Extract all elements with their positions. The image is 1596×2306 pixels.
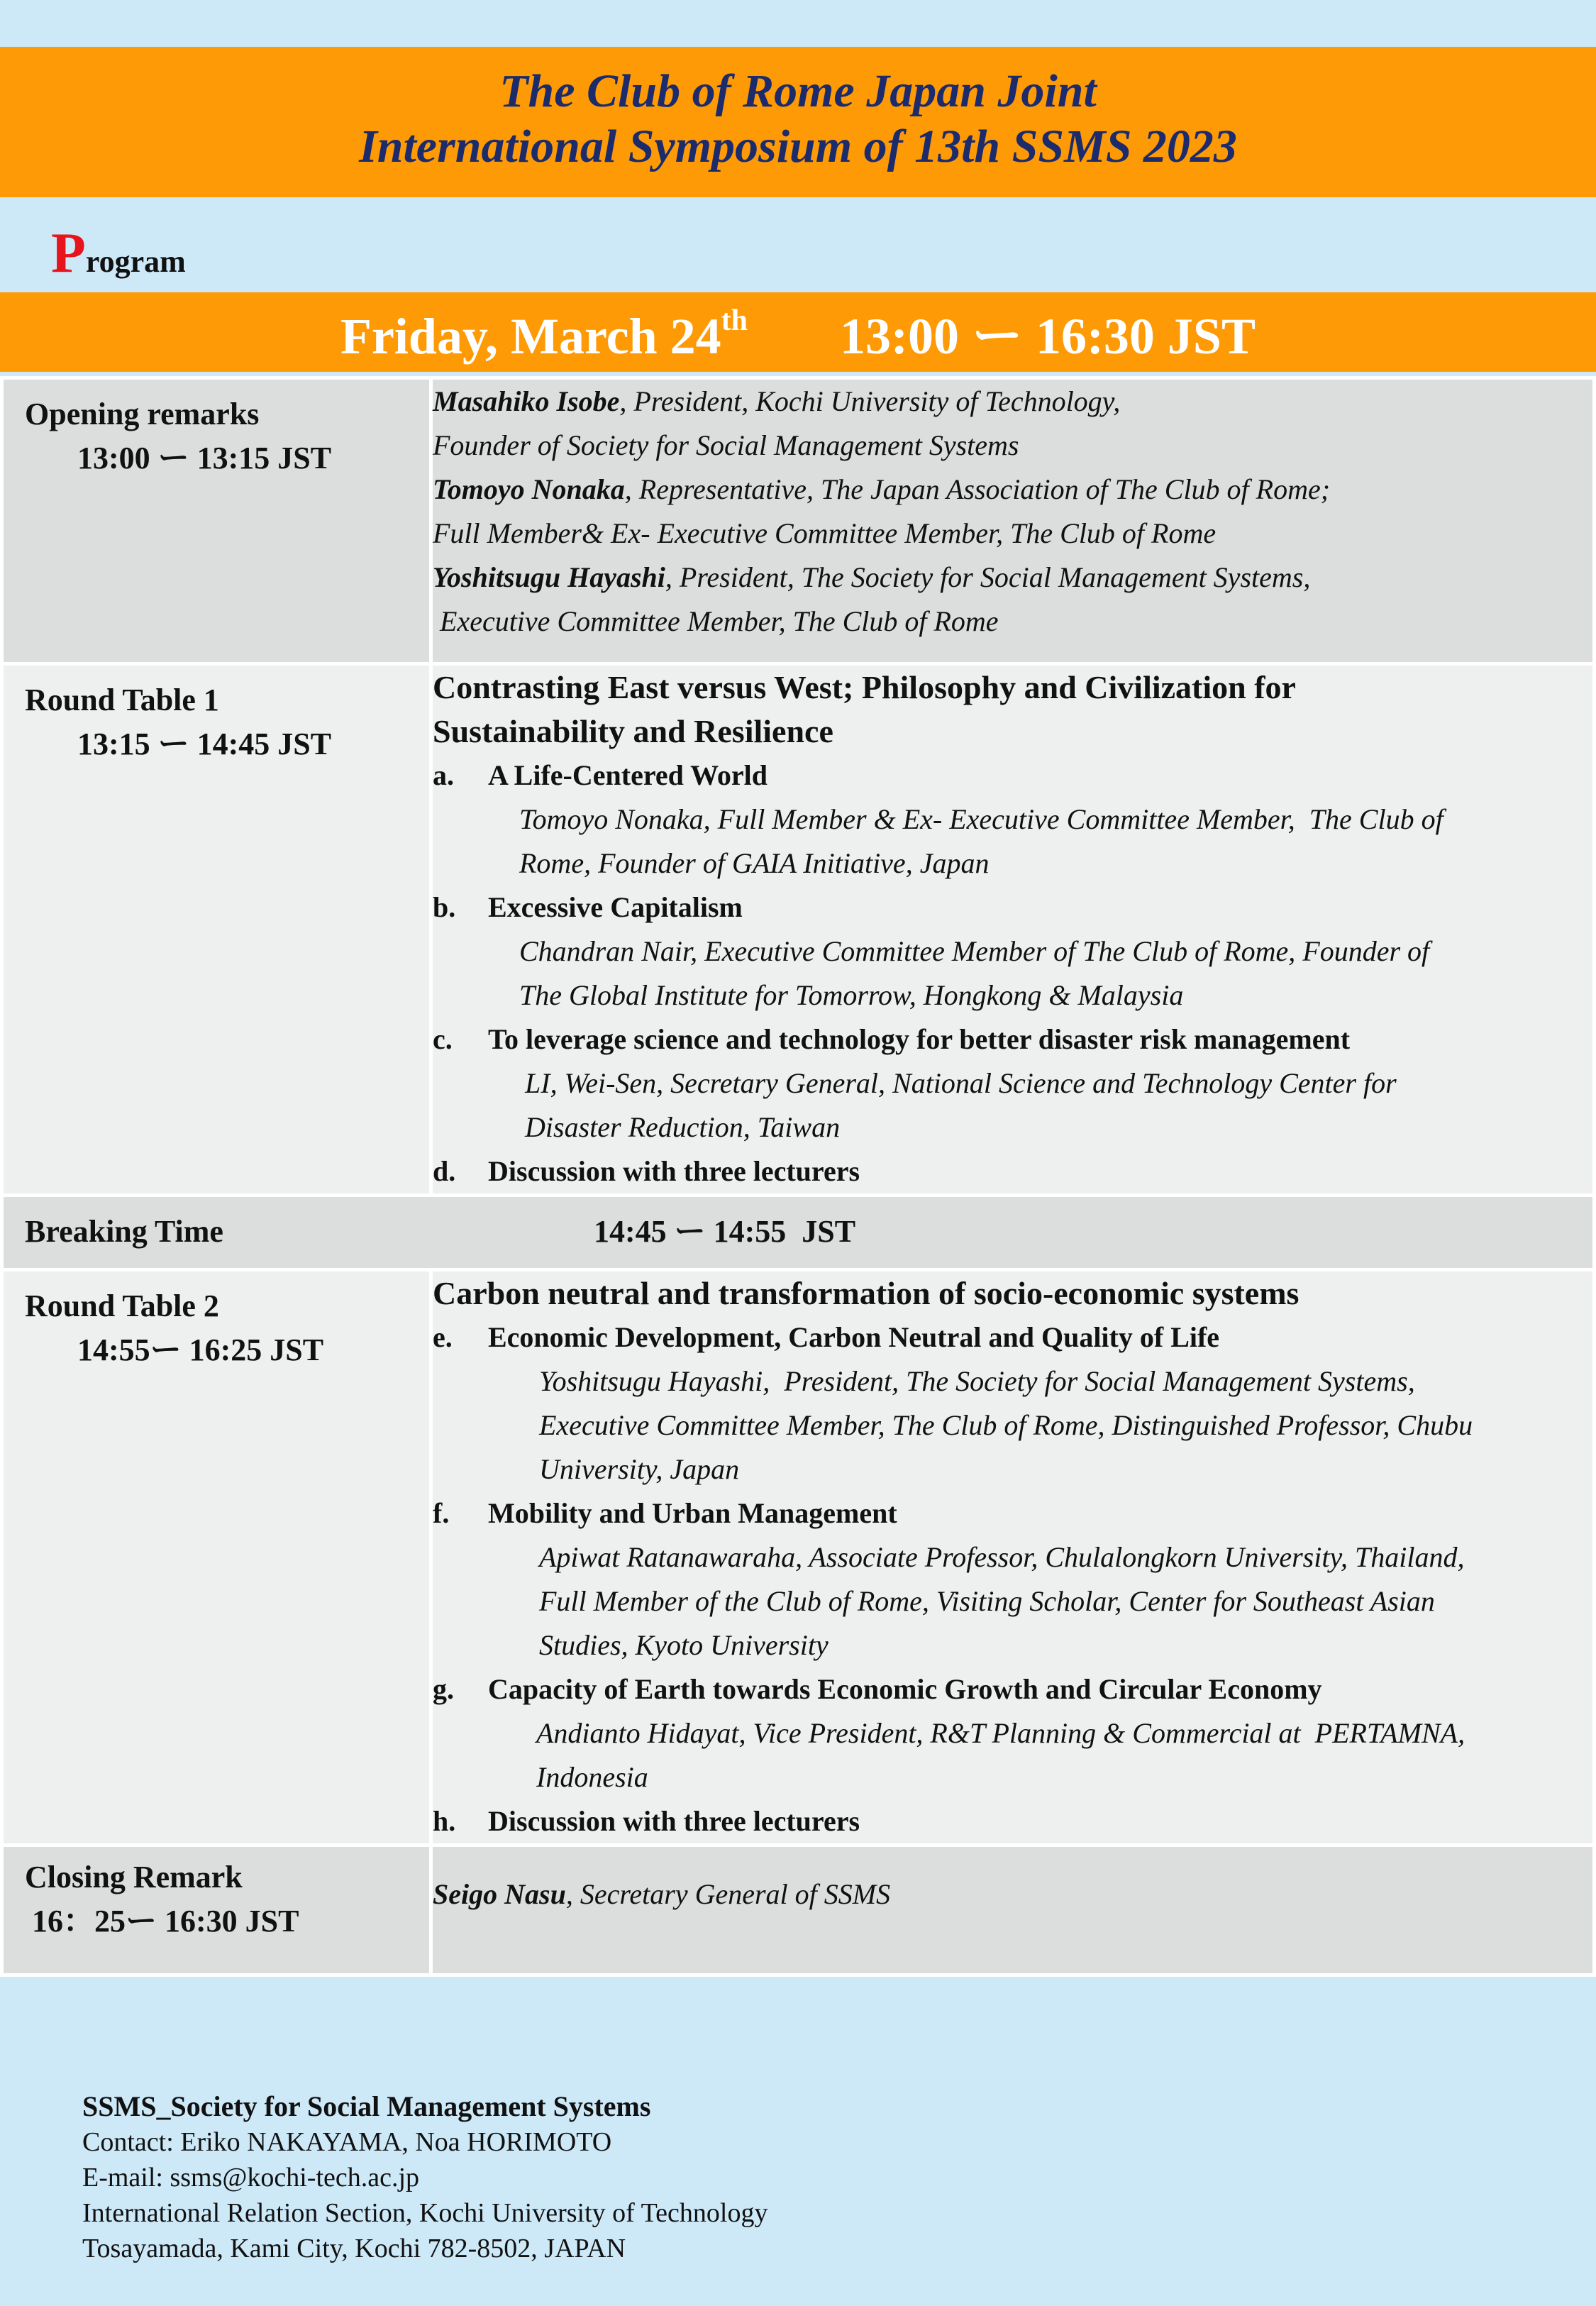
speaker-line: Tomoyo Nonaka, Full Member & Ex- Executive Committee Member, The Club of: [519, 803, 1443, 835]
speaker-line: Andianto Hidayat, Vice President, R&T Planning & Commercial at PERTAMNA,: [536, 1717, 1465, 1749]
speaker-line: Indonesia: [536, 1761, 648, 1793]
breaking-cell: [2, 1196, 1595, 1270]
breaking-row: [2, 1196, 1595, 1270]
agenda-item-c: c. To leverage science and technology for better disaster risk management: [433, 1023, 1351, 1055]
speaker-line: Disaster Reduction, Taiwan: [525, 1111, 841, 1143]
program-rest: rogram: [85, 244, 186, 279]
agenda-item-g: g. Capacity of Earth towards Economic Growth and Circular Economy: [433, 1673, 1322, 1705]
speaker-line: Yoshitsugu Hayashi, President, The Society for Social Management Systems,: [539, 1365, 1415, 1397]
agenda-item-b: b. Excessive Capitalism: [433, 891, 743, 923]
title-line-1: The Club of Rome Japan Joint: [499, 65, 1097, 117]
closing-speaker: Seigo Nasu, Secretary General of SSMS: [433, 1878, 891, 1910]
speaker-line: Chandran Nair, Executive Committee Member of The Club of Rome, Founder of: [519, 935, 1430, 967]
rt1-label: Round Table 1: [25, 683, 219, 717]
date-suffix: th: [721, 304, 748, 337]
agenda-item-d: d. Discussion with three lecturers: [433, 1155, 860, 1187]
opening-content: [431, 378, 1595, 664]
rt1-label-cell: [2, 664, 431, 1196]
rt2-label-cell: [2, 1270, 431, 1846]
footer-org: SSMS_Society for Social Management Systems: [82, 2090, 651, 2122]
footer-section: International Relation Section, Kochi University of Technology: [82, 2198, 768, 2228]
contact-footer: [82, 2089, 767, 2266]
opening-label: Opening remarks: [25, 397, 260, 431]
speaker-line: Apiwat Ratanawaraha, Associate Professor, Chulalongkorn University, Thailand,: [539, 1541, 1465, 1573]
rt2-time: 14:55ー 16:25 JST: [77, 1333, 324, 1367]
rt1-time: 13:15 ー 14:45 JST: [77, 727, 332, 761]
agenda-item-h: h. Discussion with three lecturers: [433, 1805, 860, 1837]
closing-content: [431, 1846, 1595, 1975]
opening-label-cell: [2, 378, 431, 664]
rt2-heading: Carbon neutral and transformation of socio-economic systems: [433, 1275, 1299, 1311]
agenda-item-f: f. Mobility and Urban Management: [433, 1497, 897, 1529]
footer-email: E-mail: ssms@kochi-tech.ac.jp: [82, 2163, 420, 2192]
title-line-2: International Symposium of 13th SSMS 2023: [359, 121, 1237, 172]
title-banner: [0, 47, 1596, 197]
speaker-line: University, Japan: [539, 1453, 740, 1485]
footer-address: Tosayamada, Kami City, Kochi 782-8502, JAPAN: [82, 2234, 626, 2263]
speaker-line: Rome, Founder of GAIA Initiative, Japan: [519, 847, 990, 879]
date-time: 13:00 ー 16:30 JST: [839, 308, 1256, 365]
closing-label: Closing Remark: [25, 1860, 243, 1894]
opening-line: Yoshitsugu Hayashi, President, The Society for Social Management Systems,: [433, 561, 1311, 593]
opening-line: Full Member& Ex- Executive Committee Member, The Club of Rome: [433, 517, 1217, 549]
round-table-1-row: [2, 664, 1595, 1196]
rt1-heading: Contrasting East versus West; Philosophy and Civilization for: [433, 669, 1296, 705]
agenda-item-e: e. Economic Development, Carbon Neutral and Quality of Life: [433, 1321, 1220, 1353]
speaker-line: The Global Institute for Tomorrow, Hongkong & Malaysia: [519, 979, 1184, 1011]
closing-label-cell: [2, 1846, 431, 1975]
opening-time: 13:00 ー 13:15 JST: [77, 441, 332, 475]
rt2-label: Round Table 2: [25, 1289, 219, 1323]
rt2-content: [431, 1270, 1595, 1846]
opening-line: Masahiko Isobe, President, Kochi University of Technology,: [433, 385, 1121, 417]
closing-row: [2, 1846, 1595, 1975]
round-table-2-row: [2, 1270, 1595, 1846]
speaker-line: Full Member of the Club of Rome, Visiting Scholar, Center for Southeast Asian: [539, 1585, 1435, 1617]
opening-line: Founder of Society for Social Management Systems: [433, 429, 1019, 461]
rt1-content: [431, 664, 1595, 1196]
speaker-line: Executive Committee Member, The Club of Rome, Distinguished Professor, Chubu: [539, 1409, 1473, 1441]
opening-line: Executive Committee Member, The Club of Rome: [433, 605, 999, 637]
date-day: Friday, March 24: [340, 308, 721, 365]
footer-contact: Contact: Eriko NAKAYAMA, Noa HORIMOTO: [82, 2127, 612, 2157]
date-band: [0, 292, 1596, 372]
program-initial: P: [51, 222, 86, 285]
opening-line: Tomoyo Nonaka, Representative, The Japan Association of The Club of Rome;: [433, 473, 1331, 505]
closing-time: 16：25ー 16:30 JST: [32, 1904, 299, 1938]
agenda-item-a: a. A Life-Centered World: [433, 759, 768, 791]
speaker-line: LI, Wei-Sen, Secretary General, National Science and Technology Center for: [525, 1067, 1397, 1099]
breaking-label: Breaking Time: [25, 1214, 223, 1249]
rt1-heading: Sustainability and Resilience: [433, 713, 833, 749]
program-table: [0, 376, 1596, 1977]
speaker-line: Studies, Kyoto University: [539, 1629, 829, 1661]
opening-row: [2, 378, 1595, 664]
breaking-time: 14:45 ー 14:55 JST: [594, 1214, 856, 1249]
program-label: [51, 221, 186, 286]
